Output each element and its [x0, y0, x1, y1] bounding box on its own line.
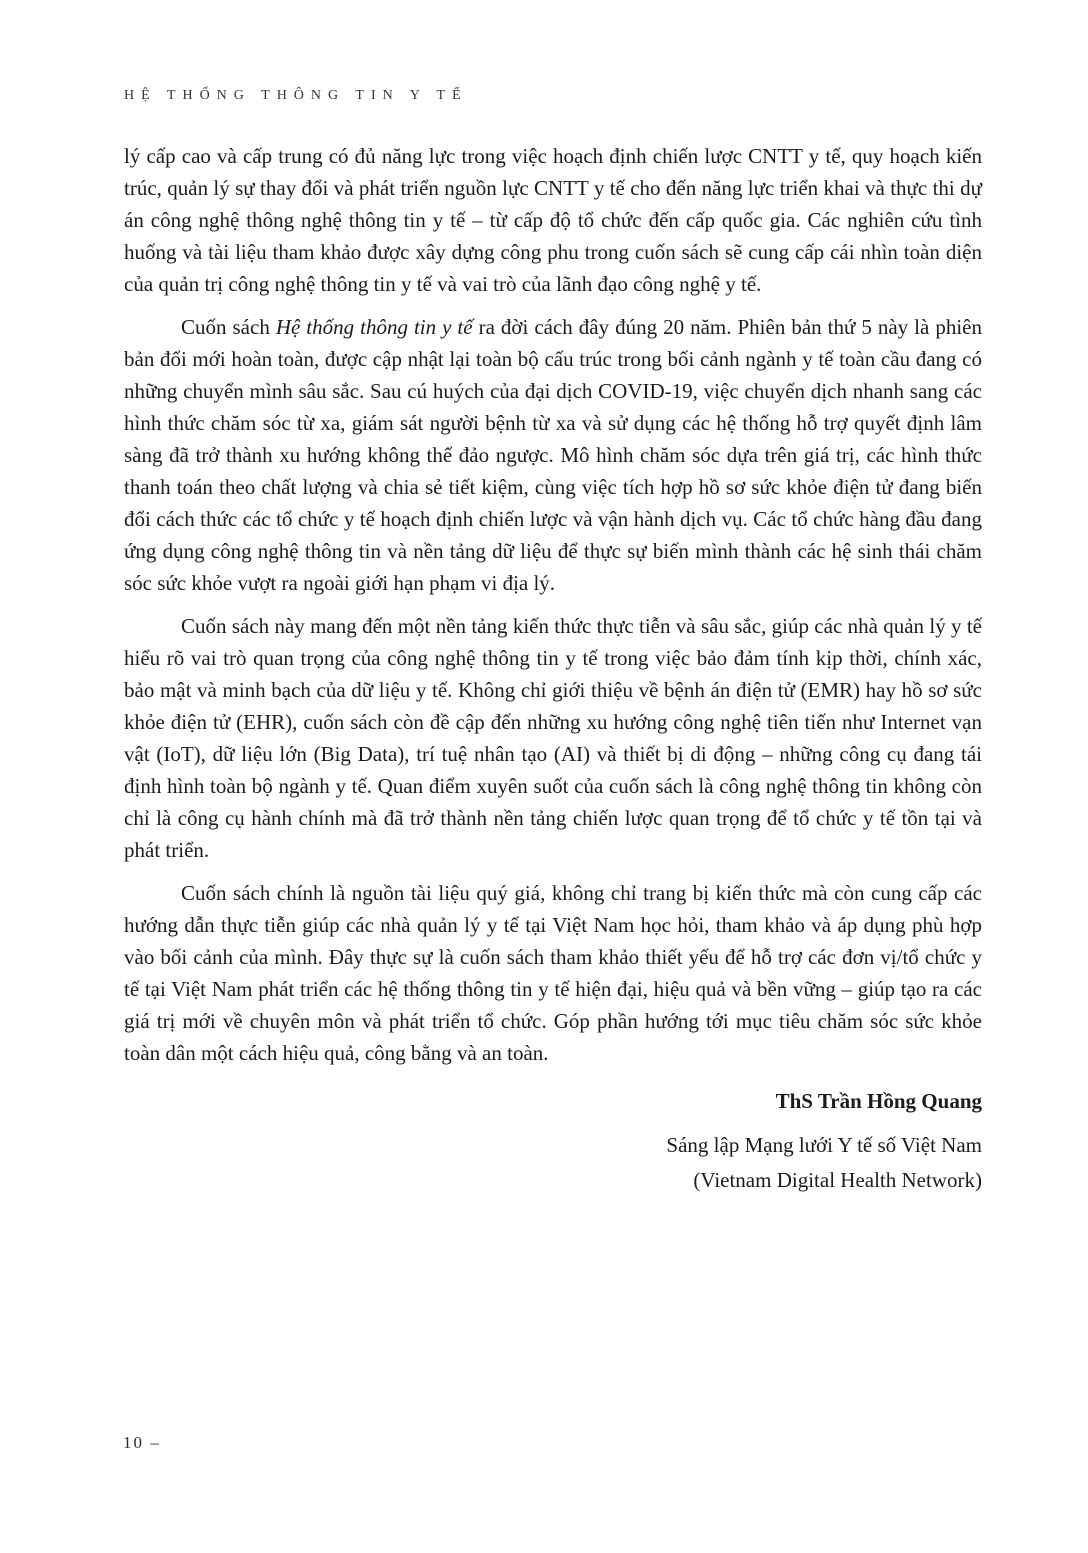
signature-role: Sáng lập Mạng lưới Y tế số Việt Nam	[666, 1133, 982, 1157]
book-title-italic: Hệ thống thông tin y tế	[275, 315, 473, 339]
page-number: 10 –	[123, 1433, 161, 1452]
paragraph: Cuốn sách này mang đến một nền tảng kiến thức thực tiễn và sâu sắc, giúp các nhà quản lý y tế hiểu rõ vai trò quan trọng của công nghệ thông tin y tế trong việc bảo đảm tính kịp thời, chính xác, bảo mật và minh bạch của dữ liệu y tế. Không chỉ giới thiệu về bệnh án điện tử (EMR) hay hồ sơ sức khỏe điện tử (EHR), cuốn sách còn đề cập đến những xu hướng công nghệ tiên tiến như Internet vạn vật (IoT), dữ liệu lớn (Big Data), trí tuệ nhân tạo (AI) và thiết bị di động – những công cụ đang tái định hình toàn bộ ngành y tế. Quan điểm xuyên suốt của cuốn sách là công nghệ thông tin không còn chỉ là công cụ hành chính mà đã trở thành nền tảng chiến lược quan trọng để tổ chức y tế tồn tại và phát triển.	[124, 614, 982, 862]
paragraph-continued: lý cấp cao và cấp trung có đủ năng lực trong việc hoạch định chiến lược CNTT y tế, quy hoạch kiến trúc, quản lý sự thay đổi và phát triển nguồn lực CNTT y tế cho đến năng lực triển khai và thực thi dự án công nghệ thông nghệ thông tin y tế – từ cấp độ tổ chức đến cấp quốc gia. Các nghiên cứu tình huống và tài liệu tham khảo được xây dựng công phu trong cuốn sách sẽ cung cấp cái nhìn toàn diện của quản trị công nghệ thông tin y tế và vai trò của lãnh đạo công nghệ y tế.	[124, 144, 982, 296]
running-header: HỆ THỐNG THÔNG TIN Y TẾ	[124, 88, 468, 103]
signature-name: ThS Trần Hồng Quang	[775, 1089, 982, 1113]
signature-organization: (Vietnam Digital Health Network)	[693, 1168, 982, 1192]
paragraph	[124, 311, 982, 599]
paragraph: Cuốn sách chính là nguồn tài liệu quý giá, không chỉ trang bị kiến thức mà còn cung cấp các hướng dẫn thực tiễn giúp các nhà quản lý y tế tại Việt Nam học hỏi, tham khảo và áp dụng phù hợp vào bối cảnh của mình. Đây thực sự là cuốn sách tham khảo thiết yếu để hỗ trợ các đơn vị/tổ chức y tế tại Việt Nam phát triển các hệ thống thông tin y tế hiện đại, hiệu quả và bền vững – giúp tạo ra các giá trị mới về chuyên môn và phát triển tổ chức. Góp phần hướng tới mục tiêu chăm sóc sức khỏe toàn dân một cách hiệu quả, công bằng và an toàn.	[124, 881, 982, 1065]
signature-block	[124, 1085, 982, 1196]
page-body	[124, 140, 982, 1196]
paragraph-text: ra đời cách đây đúng 20 năm. Phiên bản thứ 5 này là phiên bản đổi mới hoàn toàn, được cập nhật lại toàn bộ cấu trúc trong bối cảnh ngành y tế toàn cầu đang có những chuyển mình sâu sắc. Sau cú huých của đại dịch COVID-19, việc chuyển dịch nhanh sang các hình thức chăm sóc từ xa, giám sát người bệnh từ xa và sử dụng các hệ thống hỗ trợ quyết định lâm sàng đã trở thành xu hướng không thể đảo ngược. Mô hình chăm sóc dựa trên giá trị, các hình thức thanh toán theo chất lượng và chia sẻ tiết kiệm, cùng việc tích hợp hồ sơ sức khỏe điện tử đang biến đổi cách thức các tổ chức y tế hoạch định chiến lược và vận hành dịch vụ. Các tổ chức hàng đầu đang ứng dụng công nghệ thông tin và nền tảng dữ liệu để thực sự biến mình thành các hệ sinh thái chăm sóc sức khỏe vượt ra ngoài giới hạn phạm vi địa lý.	[124, 315, 982, 595]
paragraph-text: Cuốn sách	[181, 315, 276, 339]
